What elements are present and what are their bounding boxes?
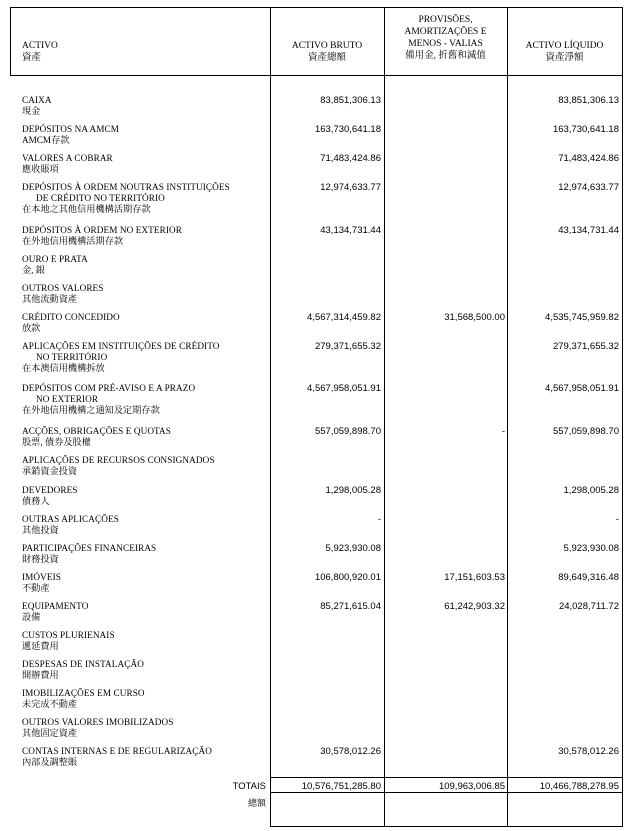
row-depositos-amcm-bruto: 163,730,641.18 <box>314 124 381 135</box>
row-depositos-ordem-exterior: DEPÓSITOS À ORDEM NO EXTERIOR 在外地信用機構活期存款 <box>22 225 182 246</box>
totals-bruto: 10,576,751,285.80 <box>301 781 381 792</box>
row-credito-concedido-liquido: 4,535,745,959.82 <box>545 312 619 323</box>
row-equipamento-bruto: 85,271,615.04 <box>320 601 381 612</box>
row-depositos-pre-aviso-bruto: 4,567,958,051.91 <box>307 383 381 394</box>
row-devedores-bruto: 1,298,005.28 <box>325 485 381 496</box>
header-activo-bruto <box>270 40 384 64</box>
row-caixa-liquido: 83,851,306.13 <box>558 95 619 106</box>
row-ouro-prata: OURO E PRATA 金, 銀 <box>22 254 88 275</box>
header-activo-liquido-pt: ACTIVO LÍQUIDO <box>525 41 604 51</box>
header-activo-pt: ACTIVO <box>22 41 58 51</box>
row-credito-concedido: CRÉDITO CONCEDIDO 放款 <box>22 312 120 333</box>
row-credito-concedido-provisoes: 31,568,500.00 <box>444 312 505 323</box>
row-imoveis-provisoes: 17,151,603.53 <box>444 572 505 583</box>
row-outros-valores-imobilizados: OUTROS VALORES IMOBILIZADOS 其他固定資產 <box>22 717 174 738</box>
row-imobilizacoes-curso: IMOBILIZAÇÕES EM CURSO 未完成不動產 <box>22 688 145 709</box>
row-custos-plurienais: CUSTOS PLURIENAIS 遞延費用 <box>22 630 115 651</box>
row-despesas-instalacao: DESPESAS DE INSTALAÇÃO 開辦費用 <box>22 659 144 680</box>
row-equipamento: EQUIPAMENTO 設備 <box>22 601 89 622</box>
row-accoes-obrigacoes-liquido: 557,059,898.70 <box>552 426 619 437</box>
row-devedores: DEVEDORES 債務人 <box>22 485 78 506</box>
header-activo-bruto-zh: 資產總額 <box>307 53 346 63</box>
row-imoveis-bruto: 106,800,920.01 <box>314 572 381 583</box>
totals-provisoes: 109,963,006.85 <box>438 781 505 792</box>
header-provisoes <box>384 14 507 62</box>
right-border <box>622 7 623 827</box>
row-contas-internas: CONTAS INTERNAS E DE REGULARIZAÇÃO 內部及調整賬 <box>22 746 212 767</box>
row-participacoes-liquido: 5,923,930.08 <box>563 543 619 554</box>
header-provisoes-pt-1: PROVISÕES, <box>418 15 473 25</box>
row-valores-cobrar-bruto: 71,483,424.86 <box>320 153 381 164</box>
totals-label-pt: TOTAIS <box>232 781 266 792</box>
header-activo-zh: 資產 <box>22 53 42 63</box>
row-contas-internas-bruto: 30,578,012.26 <box>320 746 381 757</box>
header-activo-liquido <box>507 40 622 64</box>
row-depositos-ordem-exterior-bruto: 43,134,731.44 <box>320 225 381 236</box>
row-depositos-ordem-exterior-liquido: 43,134,731.44 <box>558 225 619 236</box>
row-accoes-obrigacoes: ACÇÕES, OBRIGAÇÕES E QUOTAS 股票, 債券及股權 <box>22 426 171 447</box>
row-credito-concedido-bruto: 4,567,314,459.82 <box>307 312 381 323</box>
top-border <box>10 7 622 8</box>
header-separator <box>10 75 622 76</box>
header-activo <box>22 40 58 64</box>
header-activo-liquido-zh: 資產淨額 <box>545 53 584 63</box>
row-caixa-bruto: 83,851,306.13 <box>320 95 381 106</box>
row-imoveis: IMÓVEIS 不動產 <box>22 572 61 593</box>
col-divider-1 <box>270 7 271 827</box>
row-equipamento-liquido: 24,028,711.72 <box>558 601 619 612</box>
row-depositos-pre-aviso: DEPÓSITOS COM PRÉ-AVISO E A PRAZO NO EXTERIOR 在外地信用機構之通知及定期存款 <box>22 383 196 415</box>
header-activo-bruto-pt: ACTIVO BRUTO <box>291 41 363 51</box>
row-outras-aplicacoes-bruto: - <box>377 514 381 525</box>
row-valores-cobrar: VALORES A COBRAR 應收賬項 <box>22 153 113 174</box>
totals-label-zh: 總額 <box>247 798 266 808</box>
row-depositos-ordem-territorio-liquido: 12,974,633.77 <box>558 182 619 193</box>
row-depositos-ordem-territorio: DEPÓSITOS À ORDEM NOUTRAS INSTITUIÇÕES DE CRÉDITO NO TERRITÓRIO 在本地之其他信用機構活期存款 <box>22 182 230 214</box>
row-caixa: CAIXA 現金 <box>22 95 52 116</box>
col-divider-2 <box>384 7 385 827</box>
row-participacoes: PARTICIPAÇÕES FINANCEIRAS 財務投資 <box>22 543 157 564</box>
row-contas-internas-liquido: 30,578,012.26 <box>558 746 619 757</box>
header-provisoes-zh: 備用金, 折舊和減值 <box>405 51 486 61</box>
row-recursos-consignados: APLICAÇÕES DE RECURSOS CONSIGNADOS 承銷資金投資 <box>22 455 215 476</box>
row-accoes-obrigacoes-provisoes: - <box>501 426 505 437</box>
row-outras-aplicacoes-liquido: - <box>615 514 619 525</box>
row-outras-aplicacoes: OUTRAS APLICAÇÕES 其他投資 <box>22 514 119 535</box>
row-depositos-amcm-liquido: 163,730,641.18 <box>552 124 619 135</box>
row-depositos-amcm: DEPÓSITOS NA AMCM AMCM存款 <box>22 124 120 145</box>
totals-bottom-border <box>270 792 622 793</box>
row-depositos-ordem-territorio-bruto: 12,974,633.77 <box>320 182 381 193</box>
left-border <box>10 7 11 76</box>
header-provisoes-pt-3: MENOS - VALIAS <box>408 39 483 49</box>
header-provisoes-pt-2: AMORTIZAÇÕES E <box>404 27 487 37</box>
bottom-border <box>270 826 622 827</box>
row-aplicacoes-credito-liquido: 279,371,655.32 <box>552 341 619 352</box>
totals-top-border <box>270 777 622 778</box>
row-aplicacoes-credito: APLICAÇÕES EM INSTITUIÇÕES DE CRÉDITO NO TERRITÓRIO 在本澳信用機構拆放 <box>22 341 220 373</box>
row-aplicacoes-credito-bruto: 279,371,655.32 <box>314 341 381 352</box>
col-divider-3 <box>507 7 508 827</box>
row-valores-cobrar-liquido: 71,483,424.86 <box>558 153 619 164</box>
row-participacoes-bruto: 5,923,930.08 <box>325 543 381 554</box>
row-equipamento-provisoes: 61,242,903.32 <box>444 601 505 612</box>
row-devedores-liquido: 1,298,005.28 <box>563 485 619 496</box>
row-depositos-pre-aviso-liquido: 4,567,958,051.91 <box>545 383 619 394</box>
row-outros-valores: OUTROS VALORES 其他流動資產 <box>22 283 104 304</box>
row-accoes-obrigacoes-bruto: 557,059,898.70 <box>314 426 381 437</box>
totals-liquido: 10,466,788,278.95 <box>539 781 619 792</box>
row-imoveis-liquido: 89,649,316.48 <box>558 572 619 583</box>
